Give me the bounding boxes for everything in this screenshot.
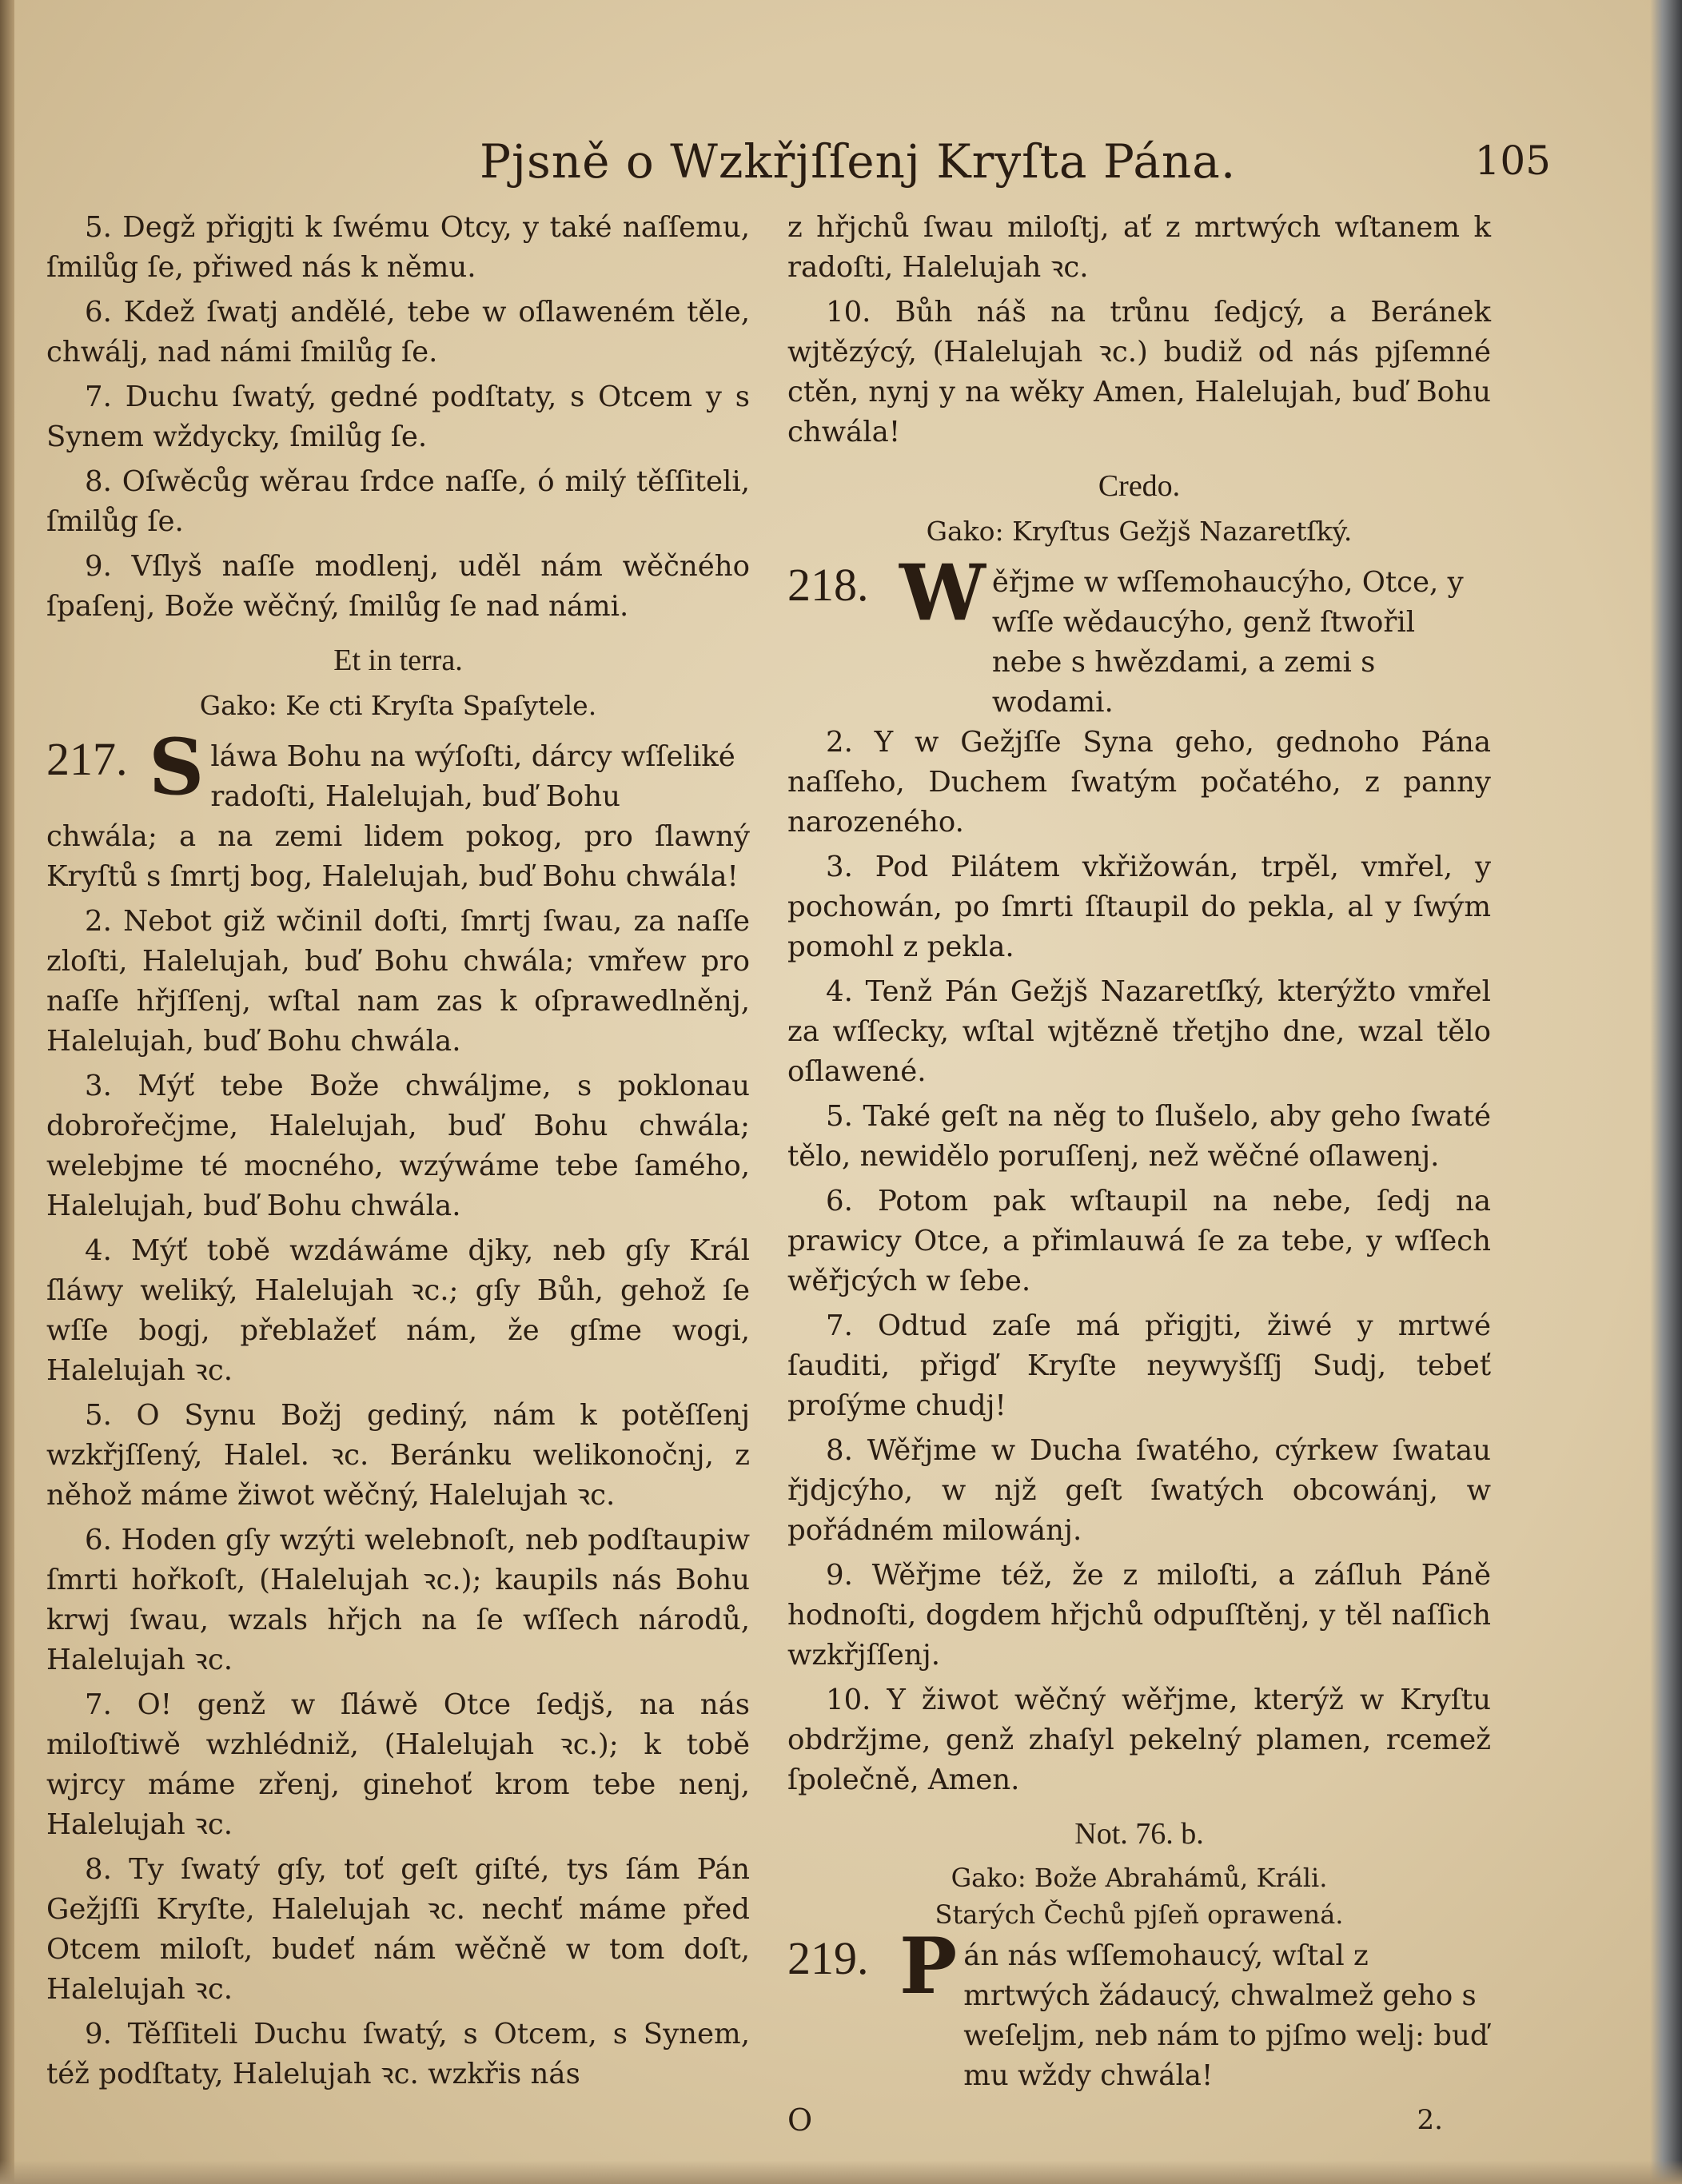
verse: 9. Wěřjme též, že z miloſti, a záſluh Páně hodnoſti, dogdem hřjchů odpuſſtěnj, y těl naſſich wzkřjſſenj. xyxy=(787,1559,1491,1672)
tune-line: Gako: Bože Abrahámů, Králi. xyxy=(951,1863,1328,1893)
running-head: Pjsně o Wzkřjſſenj Kryſta Pána. xyxy=(480,134,1237,189)
verse: 6. Hoden gſy wzýti welebnoſt, neb podſtaupiw ſmrti hořkoſt, (Halelujah ꝛc.); kaupils nás Bohu krwj ſwau, wzals hřjch na ſe wſſech národů, Halelujah ꝛc. xyxy=(46,1524,750,1676)
page-fore-edge xyxy=(1650,0,1682,2184)
verse: 10. Bůh náš na trůnu ſedjcý, a Beránek wjtězýcý, (Halelujah ꝛc.) budiž od nás pjſemné ctěn, nynj y na wěky Amen, Halelujah, buď Bohu chwála! xyxy=(787,296,1491,448)
hymn-number: 218. xyxy=(787,559,869,611)
verse: 7. Duchu ſwatý, gedné podſtaty, s Otcem y s Synem wždycky, ſmilůg ſe. xyxy=(46,381,750,453)
page-number: 105 xyxy=(1474,137,1551,184)
section-heading: Et in terra. xyxy=(333,644,463,677)
tune-line: Gako: Kryſtus Gežjš Nazaretſký. xyxy=(926,516,1353,547)
hymn-217-start xyxy=(46,722,750,817)
verse-continuation: z hřjchů ſwau miloſtj, ať z mrtwých wſtanem k radoſti, Halelujah ꝛc. xyxy=(787,211,1491,284)
verse: 5. O Synu Božj gediný, nám k potěſſenj wzkřjſſený, Halel. ꝛc. Beránku welikonočnj, z něhož máme žiwot wěčný, Halelujah ꝛc. xyxy=(46,1399,750,1512)
hymn-number: 219. xyxy=(787,1932,869,1984)
verse: 3. Mýť tebe Bože chwáljme, s poklonau dobrořečjme, Halelujah, buď Bohu chwála; welebjme té mocného, wzýwáme tebe ſamého, Halelujah, buď Bohu chwála. xyxy=(46,1070,750,1222)
verse: 9. Těſſiteli Duchu ſwatý, s Otcem, s Synem, též podſtaty, Halelujah ꝛc. wzkřis nás xyxy=(46,2018,750,2090)
drop-initial: W xyxy=(899,548,986,638)
hymn-first-lines: ěřjme w wſſemohaucýho, Otce, y wſſe wědaucýho, genž ſtwořil nebe s hwězdami, a zemi s wodami. xyxy=(991,566,1464,719)
verse: 3. Pod Pilátem vkřižowán, trpěl, vmřel, y pochowán, po ſmrti ſſtaupil do pekla, al y ſwým pomohl z pekla. xyxy=(787,851,1491,963)
verse: 2. Y w Gežjſſe Syna geho, gednoho Pána naſſeho, Duchem ſwatým počatého, z panny narozeného. xyxy=(787,726,1491,839)
hymn-first-lines: láwa Bohu na wýſoſti, dárcy wſſeliké radoſti, Halelujah, buď Bohu xyxy=(210,740,735,813)
page-bottom-edge xyxy=(0,2160,1682,2184)
verse: 8. Oſwěcůg wěrau ſrdce naſſe, ó milý těſſiteli, ſmilůg ſe. xyxy=(46,465,750,538)
hymn-219-start xyxy=(787,1921,1491,2096)
verse: 4. Mýť tobě wzdáwáme djky, neb gſy Král ſláwy weliký, Halelujah ꝛc.; gſy Bůh, gehož ſe wſſe bogj, přeblažeť nám, že gſme wogi, Halelujah ꝛc. xyxy=(46,1234,750,1387)
verse: 2. Nebot giž wčinil doſti, ſmrtj ſwau, za naſſe zloſti, Halelujah, buď Bohu chwála; vmřew pro naſſe hřjſſenj, wſtal nam zas k oſprawedlněnj, Halelujah, buď Bohu chwála. xyxy=(46,905,750,1058)
tune-subline: Starých Čechů pjſeň oprawená. xyxy=(935,1899,1344,1930)
hymn-first-rest: chwála; a na zemi lidem pokog, pro ſlawný Kryſtů s ſmrtj bog, Halelujah, buď Bohu chwála! xyxy=(46,820,750,893)
verse: 8. Wěřjme w Ducha ſwatého, cýrkew ſwatau řjdjcýho, w njž geſt ſwatých obcowánj, w pořádném milowánj. xyxy=(787,1434,1491,1547)
verse: 5. Degž přigjti k ſwému Otcy, y také naſſemu, ſmilůg ſe, přiwed nás k němu. xyxy=(46,211,750,284)
binding-edge xyxy=(0,0,14,2184)
tune-line: Gako: Ke cti Kryſta Spaſytele. xyxy=(199,690,597,721)
verse: 6. Potom pak wſtaupil na nebe, ſedj na prawicy Otce, a přimlauwá ſe za tebe, y wſſech wěřjcých w ſebe. xyxy=(787,1185,1491,1297)
hymn-number: 217. xyxy=(46,733,128,785)
page-footer xyxy=(787,2102,1491,2138)
hymn-first-lines: án nás wſſemohaucý, wſtal z mrtwých žádaucý, chwalmež geho s weſeljm, neb nám to pjſmo welj: buď mu wždy chwála! xyxy=(963,1939,1489,2092)
verse: 6. Kdež ſwatj andělé, tebe w oſlaweném těle, chwálj, nad námi ſmilůg ſe. xyxy=(46,296,750,369)
verse: 10. Y žiwot wěčný wěřjme, kterýž w Kryſtu obdržjme, genž zhaſyl pekelný plamen, rcemež ſpolečně, Amen. xyxy=(787,1684,1491,1796)
drop-initial: S xyxy=(149,722,205,812)
verse: 5. Také geſt na něg to ſlušelo, aby geho ſwaté tělo, newidělo poruſſenj, než wěčné oſlawenj. xyxy=(787,1100,1491,1173)
section-heading: Credo. xyxy=(1098,469,1181,503)
catchword: O xyxy=(787,2102,813,2138)
verse: 7. Odtud zaſe má přigjti, žiwé y mrtwé ſauditi, přigď Kryſte neywyšſſj Sudj, tebeť proſýme chudj! xyxy=(787,1309,1491,1422)
verse: 8. Ty ſwatý gſy, toť geſt giſté, tys ſám Pán Gežjſſi Kryſte, Halelujah ꝛc. nechť máme před Otcem miloſt, budeť nám wěčně w tom doſt, Halelujah ꝛc. xyxy=(46,1853,750,2006)
signature-mark: 2. xyxy=(1417,2104,1443,2136)
note-heading: Not. 76. b. xyxy=(1074,1817,1204,1851)
left-column xyxy=(46,208,750,2099)
verse: 7. O! genž w ſláwě Otce ſedjš, na nás miloſtiwě wzhlédniž, (Halelujah ꝛc.); k tobě wjrcy máme zřenj, ginehoť krom tebe nenj, Halelujah ꝛc. xyxy=(46,1688,750,1841)
drop-initial: P xyxy=(899,1921,958,2011)
hymn-218-start xyxy=(787,548,1491,723)
verse: 9. Vſlyš naſſe modlenj, uděl nám wěčného ſpaſenj, Bože wěčný, ſmilůg ſe nad námi. xyxy=(46,550,750,623)
verse: 4. Tenž Pán Gežjš Nazaretſký, kterýžto vmřel za wſſecky, wſtal wjtězně třetjho dne, wzal tělo oſlawené. xyxy=(787,975,1491,1088)
right-column xyxy=(787,208,1491,2138)
